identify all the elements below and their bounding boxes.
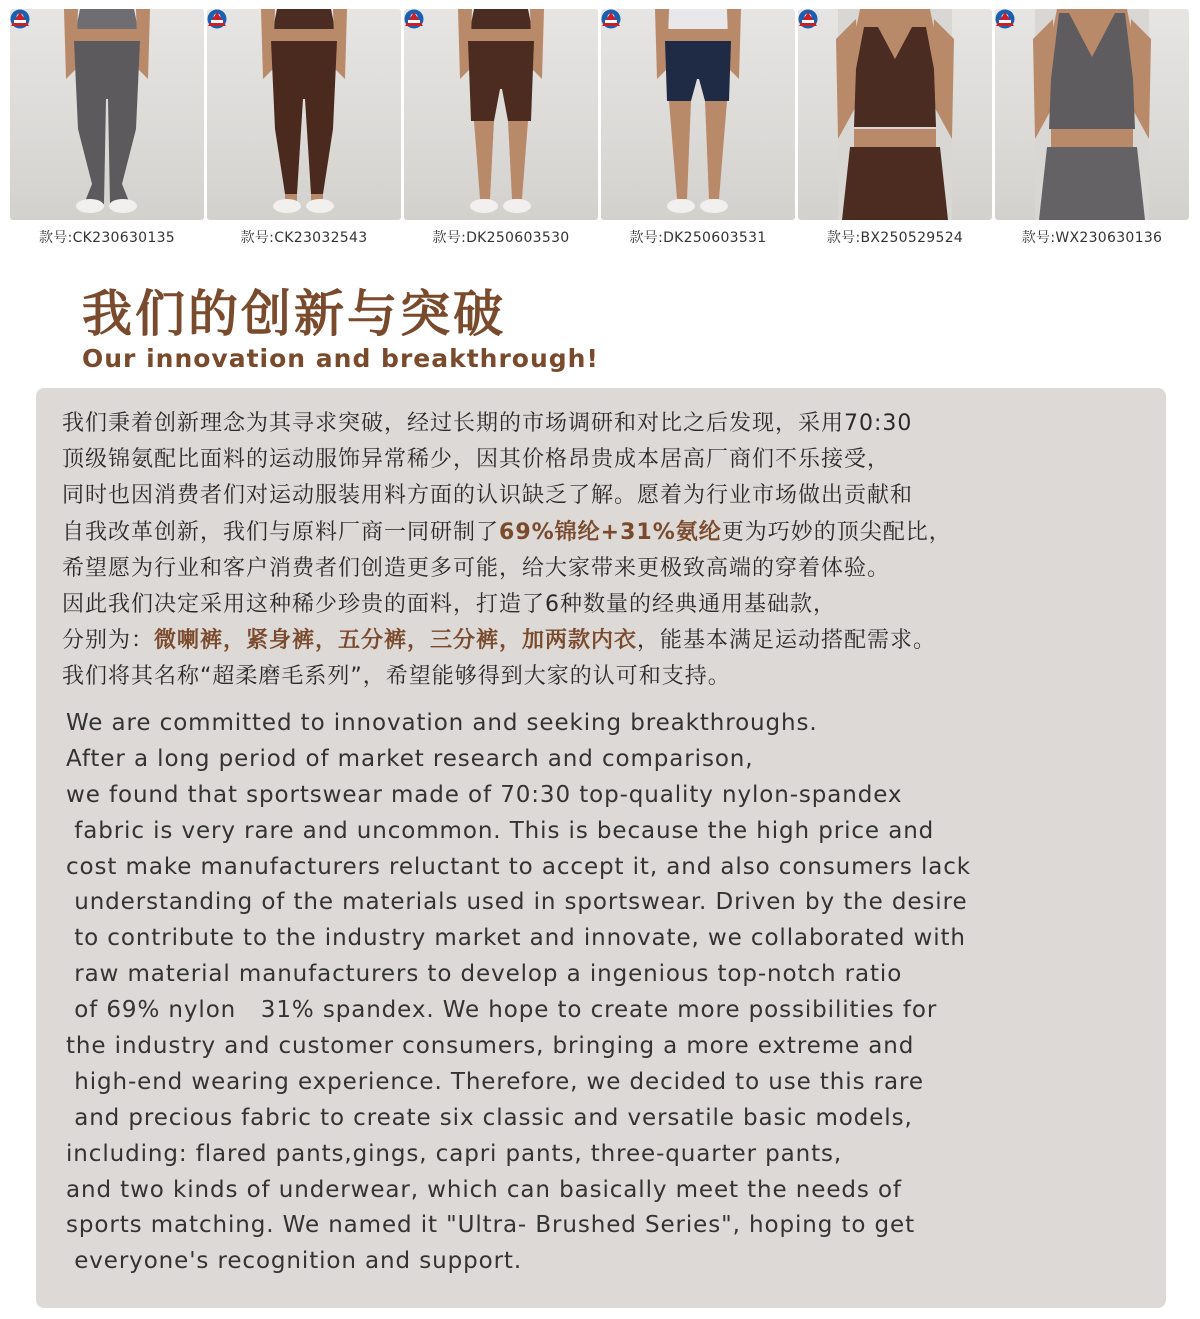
product-photo[interactable] — [404, 9, 598, 220]
product-types-highlight: 微喇裤，紧身裤，五分裤，三分裤，加两款内衣 — [154, 628, 638, 654]
cn-paragraph-line: 同时也因消费者们对运动服装用料方面的认识缺乏了解。愿着为行业市场做出贡献和 — [62, 483, 914, 509]
product-photo[interactable] — [601, 9, 795, 220]
product-sku: 款号:BX250529524 — [826, 230, 964, 246]
cn-paragraph-line: 顶级锦氨配比面料的运动服饰异常稀少，因其价格昂贵成本居高厂商们不乐接受， — [62, 447, 891, 473]
en-paragraph-line: high-end wearing experience. Therefore, we decided to use this rare — [66, 1068, 924, 1095]
lycra-badge-icon — [404, 9, 424, 29]
en-paragraph-line: and two kinds of underwear, which can basically meet the needs of — [66, 1176, 902, 1203]
fabric-ratio-highlight: 69%锦纶+31%氨纶 — [499, 519, 722, 545]
product-sku: 款号:WX230630136 — [1021, 230, 1163, 246]
en-paragraph-line: After a long period of market research and comparison, — [66, 745, 754, 772]
cn-paragraph-line: 希望愿为行业和客户消费者们创造更多可能，给大家带来更极致高端的穿着体验。 — [62, 555, 891, 581]
description-panel — [36, 388, 1166, 1308]
description-en — [66, 706, 1156, 1280]
en-paragraph-line: the industry and customer consumers, bringing a more extreme and — [66, 1033, 915, 1060]
lycra-badge-icon — [798, 9, 818, 29]
product-sku: 款号:DK250603531 — [629, 230, 767, 246]
model-figure — [207, 9, 401, 220]
model-figure — [10, 9, 204, 220]
en-paragraph-line: fabric is very rare and uncommon. This is because the high price and — [66, 817, 935, 844]
section-title-en: Our innovation and breakthrough! — [82, 344, 599, 373]
en-paragraph-line: raw material manufacturers to develop a ingenious top-notch ratio — [66, 961, 903, 988]
cn-paragraph-line: 我们将其名称“超柔磨毛系列”，希望能够得到大家的认可和支持。 — [62, 664, 731, 690]
product-sku: 款号:DK250603530 — [432, 230, 570, 246]
lycra-badge-icon — [10, 9, 30, 29]
en-paragraph-line: of 69% nylon 31% spandex. We hope to create more possibilities for — [66, 997, 938, 1024]
section-title-cn: 我们的创新与突破 — [82, 285, 506, 343]
en-paragraph-line: we found that sportswear made of 70:30 top-quality nylon-spandex — [66, 781, 903, 808]
product-gallery — [0, 0, 1200, 260]
en-paragraph-line: everyone's recognition and support. — [66, 1248, 523, 1275]
lycra-badge-icon — [601, 9, 621, 29]
cn-paragraph-line: 因此我们决定采用这种稀少珍贵的面料，打造了6种数量的经典通用基础款， — [62, 591, 836, 617]
product-sku: 款号:CK230630135 — [38, 230, 176, 246]
en-paragraph-line: to contribute to the industry market and innovate, we collaborated with — [66, 925, 966, 952]
model-figure — [995, 9, 1189, 220]
en-paragraph-line: We are committed to innovation and seeking breakthroughs. — [66, 710, 818, 736]
en-paragraph-line: including: flared pants,gings, capri pants, three-quarter pants, — [66, 1140, 843, 1167]
model-figure — [601, 9, 795, 220]
cn-paragraph-line: 自我改革创新，我们与原料厂商一同研制了69%锦纶+31%氨纶更为巧妙的顶尖配比， — [62, 519, 952, 545]
en-paragraph-line: sports matching. We named it "Ultra- Brushed Series", hoping to get — [66, 1212, 916, 1239]
en-paragraph-line: and precious fabric to create six classic and versatile basic models, — [66, 1104, 913, 1131]
lycra-badge-icon — [995, 9, 1015, 29]
cn-paragraph-line: 分别为：微喇裤，紧身裤，五分裤，三分裤，加两款内衣，能基本满足运动搭配需求。 — [62, 628, 937, 654]
en-paragraph-line: cost make manufacturers reluctant to accept it, and also consumers lack — [66, 853, 971, 880]
model-figure — [404, 9, 598, 220]
en-paragraph-line: understanding of the materials used in sportswear. Driven by the desire — [66, 889, 968, 916]
cn-paragraph-line: 我们秉着创新理念为其寻求突破，经过长期的市场调研和对比之后发现，采用70:30 — [62, 411, 913, 436]
model-figure — [798, 9, 992, 220]
lycra-badge-icon — [207, 9, 227, 29]
product-sku: 款号:CK23032543 — [240, 230, 368, 246]
product-photo[interactable] — [10, 9, 204, 220]
product-photo[interactable] — [798, 9, 992, 220]
product-photo[interactable] — [207, 9, 401, 220]
description-cn — [62, 406, 1162, 696]
product-photo[interactable] — [995, 9, 1189, 220]
